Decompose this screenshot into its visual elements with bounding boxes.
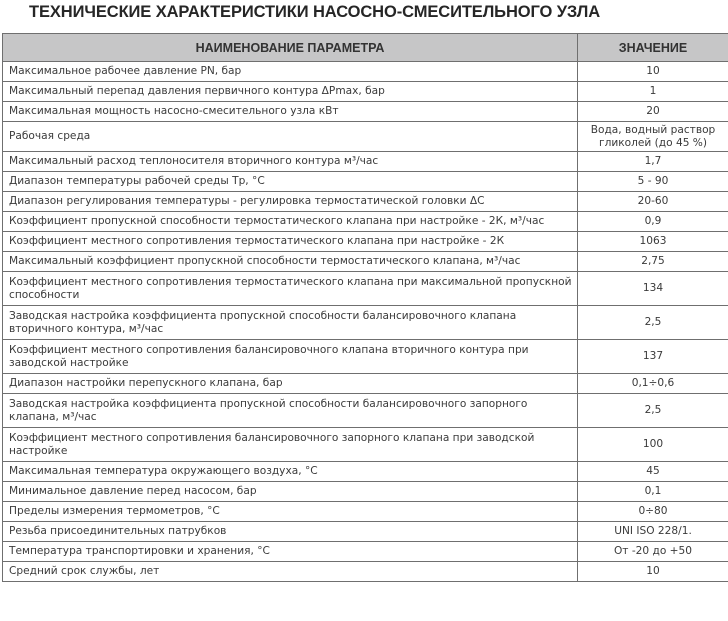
param-name: Максимальный коэффициент пропускной способности термостатического клапана, м³/час xyxy=(3,252,578,272)
param-value: 10 xyxy=(578,562,728,582)
table-row xyxy=(3,62,728,82)
table-row xyxy=(3,340,728,374)
param-value: 45 xyxy=(578,462,728,482)
param-value: 2,75 xyxy=(578,252,728,272)
param-value: 0,1÷0,6 xyxy=(578,374,728,394)
param-name: Минимальное давление перед насосом, бар xyxy=(3,482,578,502)
table-row xyxy=(3,192,728,212)
table-row xyxy=(3,428,728,462)
param-value: 1063 xyxy=(578,232,728,252)
param-value: 137 xyxy=(578,340,728,374)
param-value: 1,7 xyxy=(578,152,728,172)
param-name: Коэффициент пропускной способности термостатического клапана при настройке - 2К, м³/час xyxy=(3,212,578,232)
table-row xyxy=(3,462,728,482)
column-header-name: НАИМЕНОВАНИЕ ПАРАМЕТРА xyxy=(3,34,578,62)
table-row xyxy=(3,172,728,192)
page-title: ТЕХНИЧЕСКИЕ ХАРАКТЕРИСТИКИ НАСОСНО-СМЕСИТЕЛЬНОГО УЗЛА xyxy=(29,3,601,21)
param-name: Коэффициент местного сопротивления балансировочного запорного клапана при заводской настройке xyxy=(3,428,578,462)
param-name: Температура транспортировки и хранения, °С xyxy=(3,542,578,562)
table-row xyxy=(3,152,728,172)
param-name: Максимальный перепад давления первичного контура ΔPmax, бар xyxy=(3,82,578,102)
table-row xyxy=(3,374,728,394)
param-value: UNI ISO 228/1. xyxy=(578,522,728,542)
param-name: Заводская настройка коэффициента пропускной способности балансировочного клапана вторичного контура, м³/час xyxy=(3,306,578,340)
table-row xyxy=(3,102,728,122)
table-row xyxy=(3,252,728,272)
param-value: 2,5 xyxy=(578,394,728,428)
table-row xyxy=(3,122,728,152)
column-header-value: ЗНАЧЕНИЕ xyxy=(578,34,728,62)
table-row xyxy=(3,482,728,502)
param-name: Максимальный расход теплоносителя вторичного контура м³/час xyxy=(3,152,578,172)
param-name: Коэффициент местного сопротивления термостатического клапана при максимальной пропускной способности xyxy=(3,272,578,306)
param-value: 100 xyxy=(578,428,728,462)
table-header-row xyxy=(3,34,728,62)
table-row xyxy=(3,502,728,522)
param-name: Диапазон температуры рабочей среды Тр, °С xyxy=(3,172,578,192)
param-name: Максимальное рабочее давление PN, бар xyxy=(3,62,578,82)
param-name: Диапазон настройки перепускного клапана, бар xyxy=(3,374,578,394)
param-value: 20-60 xyxy=(578,192,728,212)
param-value: 0÷80 xyxy=(578,502,728,522)
param-value: 10 xyxy=(578,62,728,82)
param-value: Вода, водный раствор гликолей (до 45 %) xyxy=(578,122,728,152)
param-name: Рабочая среда xyxy=(3,122,578,152)
table-row xyxy=(3,82,728,102)
param-name: Заводская настройка коэффициента пропускной способности балансировочного запорного клапана, м³/час xyxy=(3,394,578,428)
param-name: Коэффициент местного сопротивления термостатического клапана при настройке - 2К xyxy=(3,232,578,252)
param-name: Максимальная мощность насосно-смесительного узла кВт xyxy=(3,102,578,122)
param-name: Пределы измерения термометров, °С xyxy=(3,502,578,522)
table-row xyxy=(3,542,728,562)
param-value: 0,9 xyxy=(578,212,728,232)
table-row xyxy=(3,562,728,582)
spec-table xyxy=(2,33,728,582)
param-value: 0,1 xyxy=(578,482,728,502)
table-row xyxy=(3,522,728,542)
param-name: Максимальная температура окружающего воздуха, °С xyxy=(3,462,578,482)
param-value: 20 xyxy=(578,102,728,122)
table-row xyxy=(3,232,728,252)
table-row xyxy=(3,212,728,232)
table-row xyxy=(3,306,728,340)
table-row xyxy=(3,272,728,306)
param-name: Коэффициент местного сопротивления балансировочного клапана вторичного контура при заводской настройке xyxy=(3,340,578,374)
param-value: 5 - 90 xyxy=(578,172,728,192)
param-value: 1 xyxy=(578,82,728,102)
param-value: От -20 до +50 xyxy=(578,542,728,562)
table-row xyxy=(3,394,728,428)
param-value: 134 xyxy=(578,272,728,306)
param-name: Резьба присоединительных патрубков xyxy=(3,522,578,542)
param-name: Средний срок службы, лет xyxy=(3,562,578,582)
param-name: Диапазон регулирования температуры - регулировка термостатической головки ΔС xyxy=(3,192,578,212)
param-value: 2,5 xyxy=(578,306,728,340)
